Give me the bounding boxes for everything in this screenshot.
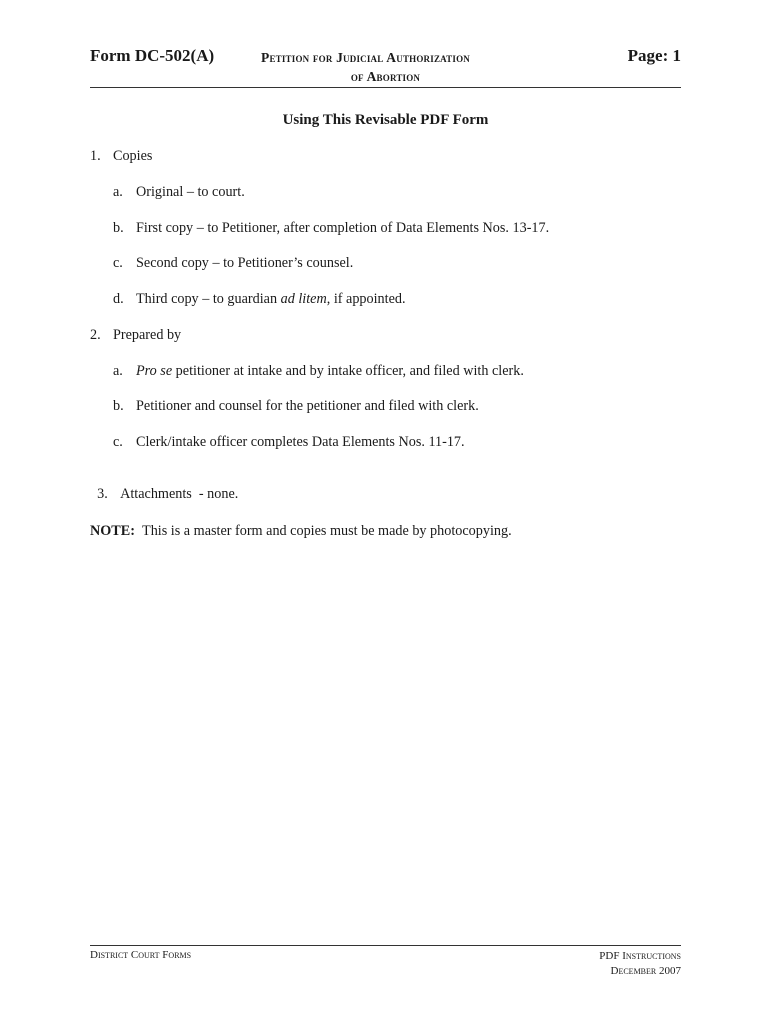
list-item-copies — [90, 148, 152, 165]
list-number: 3. — [97, 486, 108, 502]
sub-item-letter: c. — [113, 255, 123, 271]
note-label: NOTE: — [90, 523, 135, 539]
sub-item — [113, 220, 549, 237]
form-title-line-2: of Abortion — [350, 69, 421, 84]
footer-left: District Court Forms — [90, 949, 192, 961]
sub-item — [113, 255, 353, 272]
list-number: 1. — [90, 148, 101, 164]
sub-item-text: Clerk/intake officer completes Data Elements Nos. 11-17. — [136, 434, 465, 450]
list-number: 2. — [90, 327, 101, 343]
sub-item — [113, 184, 245, 201]
sub-item-letter: b. — [113, 398, 124, 414]
sub-item-text: First copy – to Petitioner, after completion of Data Elements Nos. 13-17. — [136, 220, 550, 236]
list-label: Copies — [113, 148, 153, 164]
page-number: Page: 1 — [627, 46, 681, 65]
sub-item-text: Third copy – to guardian — [136, 291, 281, 307]
sub-item-text: Second copy – to Petitioner’s counsel. — [136, 255, 354, 271]
footer-divider — [90, 945, 681, 946]
list-item-attachments — [90, 469, 238, 503]
sub-item — [113, 363, 524, 380]
form-id: Form DC-502(A) — [90, 46, 215, 65]
sub-item-letter: d. — [113, 291, 124, 307]
form-title-line-1: Petition for Judicial Authorization — [261, 50, 470, 65]
sub-item — [113, 398, 479, 415]
note-text: This is a master form and copies must be made by photocopying. — [142, 523, 512, 539]
sub-item-text: Original – to court. — [136, 184, 245, 200]
header-divider — [90, 87, 681, 88]
list-label: Attachments - none. — [120, 486, 239, 502]
sub-item — [113, 434, 465, 451]
footer-right-line-2: December 2007 — [610, 965, 681, 977]
sub-item-letter: b. — [113, 220, 124, 236]
sub-item-letter: a. — [113, 184, 123, 200]
list-label: Prepared by — [113, 327, 182, 343]
sub-item — [113, 291, 406, 308]
sub-item-text-after: , if appointed. — [326, 291, 406, 307]
list-item-prepared-by — [90, 327, 181, 344]
sub-item-letter: a. — [113, 363, 123, 379]
sub-item-text: Petitioner and counsel for the petitioner and filed with clerk. — [136, 398, 479, 414]
page-header — [90, 46, 681, 90]
sub-item-text-after: petitioner at intake and by intake officer, and filed with clerk. — [172, 363, 524, 379]
footer-right-line-1: PDF Instructions — [599, 950, 681, 962]
sub-item-letter: c. — [113, 434, 123, 450]
note — [90, 523, 512, 540]
sub-item-italic: ad litem — [280, 291, 327, 307]
sub-item-italic: Pro se — [136, 363, 173, 379]
section-heading: Using This Revisable PDF Form — [282, 112, 489, 128]
footer-right — [599, 949, 681, 979]
